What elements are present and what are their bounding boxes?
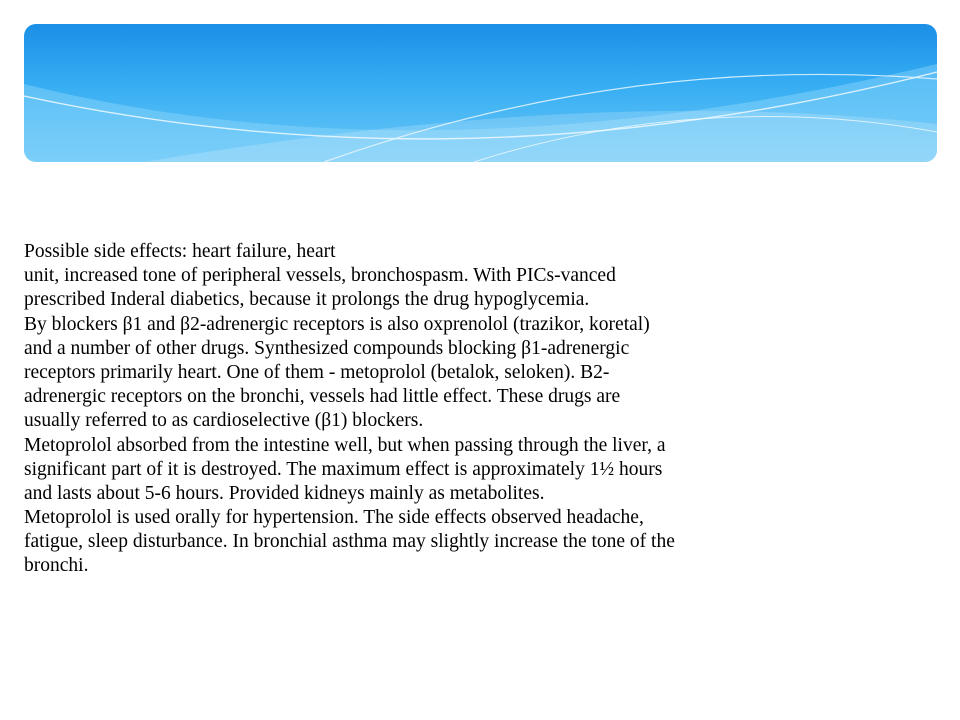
text-line: significant part of it is destroyed. The maximum effect is approximately 1½ hours — [24, 458, 663, 480]
text-line: prescribed Inderal diabetics, because it prolongs the drug hypoglycemia. — [24, 289, 590, 311]
text-line: receptors primarily heart. One of them - metoprolol (betalok, seloken). B2- — [24, 361, 610, 383]
body-text — [24, 240, 936, 579]
text-line: and a number of other drugs. Synthesized compounds blocking β1-adrenergic — [24, 337, 630, 359]
text-line: By blockers β1 and β2-adrenergic receptors is also oxprenolol (trazikor, koretal) — [24, 313, 650, 335]
text-line: Metoprolol absorbed from the intestine well, but when passing through the liver, a — [24, 434, 666, 456]
header-banner — [24, 24, 937, 162]
text-line: bronchi. — [24, 555, 89, 577]
text-line: fatigue, sleep disturbance. In bronchial asthma may slightly increase the tone of the — [24, 531, 675, 553]
text-line: unit, increased tone of peripheral vessels, bronchospasm. With PICs-vanced — [24, 265, 616, 287]
text-line: Metoprolol is used orally for hypertension. The side effects observed headache, — [24, 507, 644, 529]
text-line: Possible side effects: heart failure, heart — [24, 241, 336, 262]
text-line: and lasts about 5-6 hours. Provided kidneys mainly as metabolites. — [24, 482, 545, 504]
text-line: usually referred to as cardioselective (β1) blockers. — [24, 410, 424, 432]
text-line: adrenergic receptors on the bronchi, vessels had little effect. These drugs are — [24, 386, 621, 408]
wave-decoration — [24, 24, 937, 162]
